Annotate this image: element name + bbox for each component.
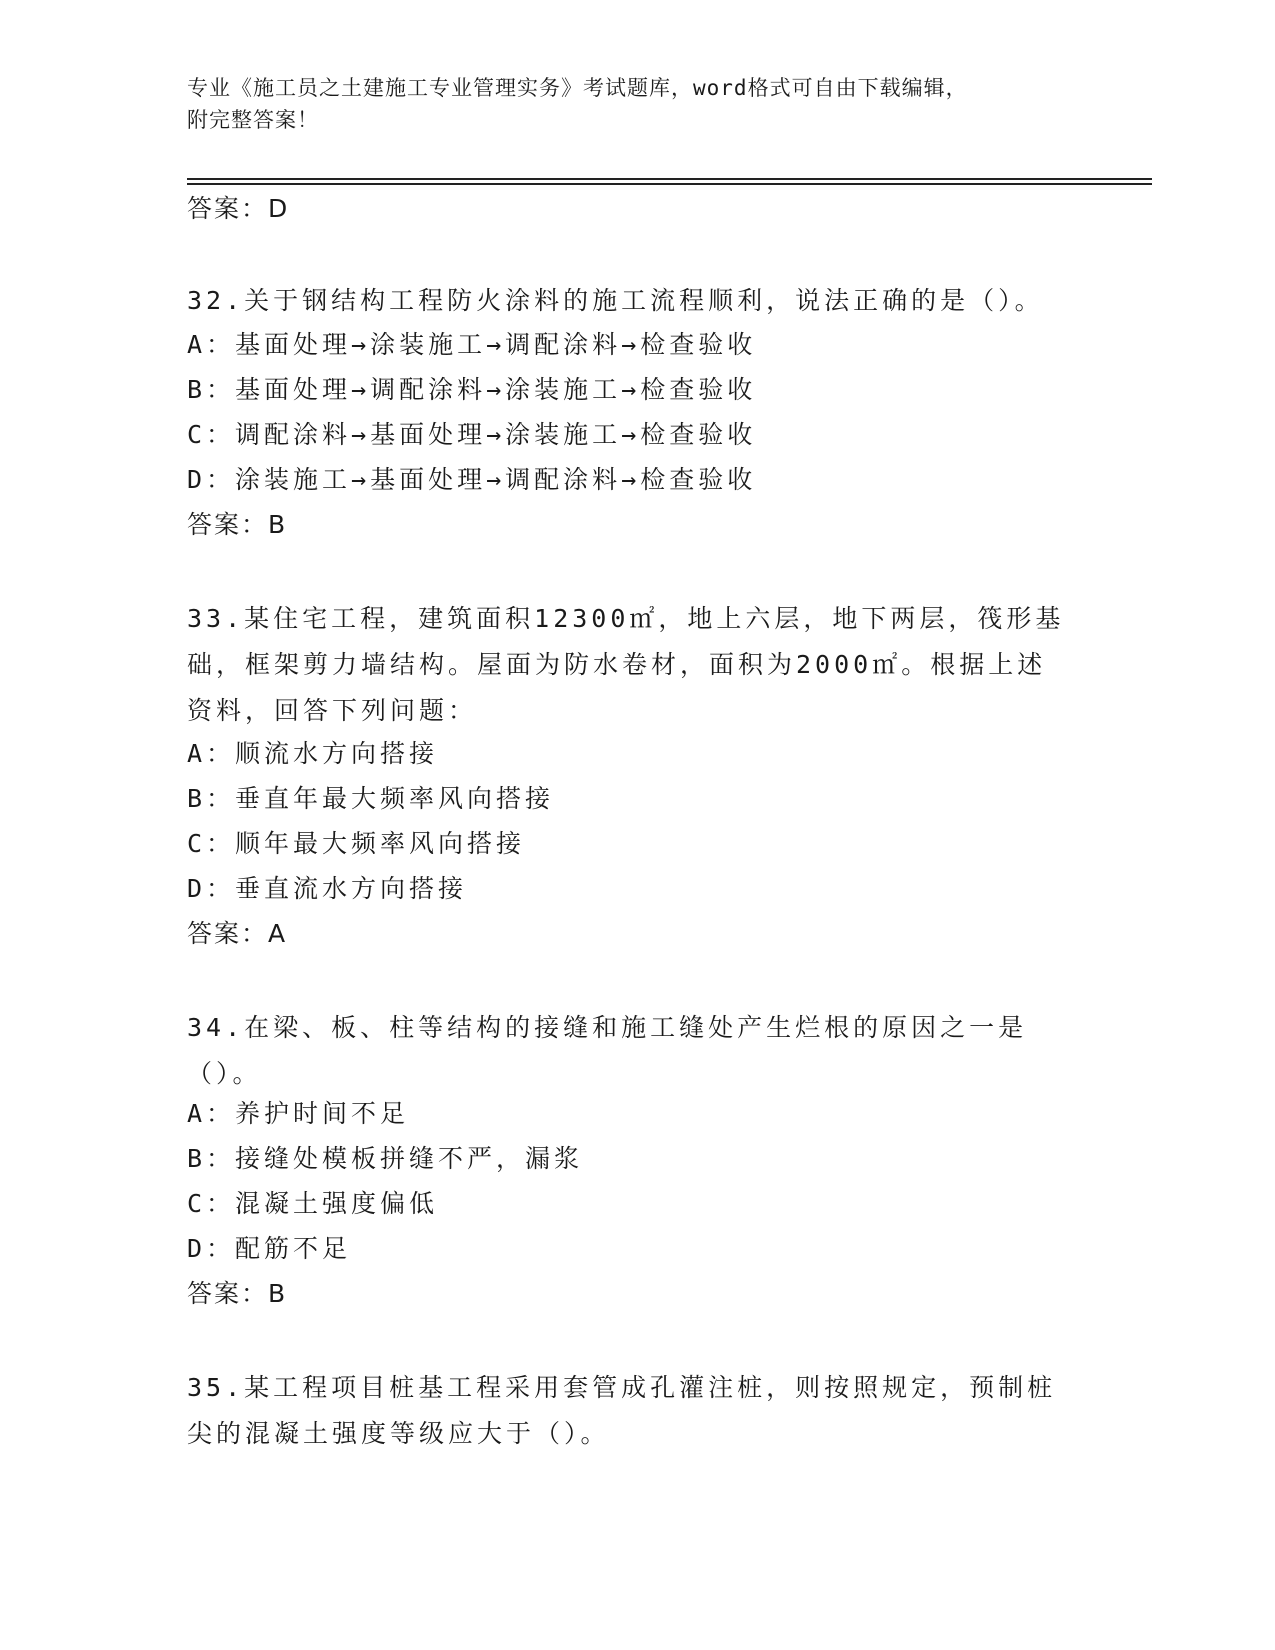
question-35-stem: 35.某工程项目桩基工程采用套管成孔灌注桩，则按照规定，预制桩尖的混凝土强度等级应大于（）。 xyxy=(187,1373,1057,1448)
header-divider-top xyxy=(187,178,1152,180)
question-32-option-b: B：基面处理→调配涂料→涂装施工→检查验收 xyxy=(187,375,757,404)
question-33-option-d: D：垂直流水方向搭接 xyxy=(187,874,468,903)
question-34-option-d: D：配筋不足 xyxy=(187,1234,352,1263)
question-33-stem: 33.某住宅工程，建筑面积12300㎡，地上六层，地下两层，筏形基础，框架剪力墙结构。屋面为防水卷材，面积为2000㎡。根据上述资料，回答下列问题： xyxy=(187,604,1065,725)
header-line-2: 附完整答案！ xyxy=(187,108,319,132)
question-33-option-b: B：垂直年最大频率风向搭接 xyxy=(187,784,555,813)
question-33-option-a: A：顺流水方向搭接 xyxy=(187,739,439,768)
question-34-option-b: B：接缝处模板拼缝不严，漏浆 xyxy=(187,1144,584,1173)
question-32-option-d: D：涂装施工→基面处理→调配涂料→检查验收 xyxy=(187,465,757,494)
question-34-answer: 答案：B xyxy=(187,1279,288,1308)
question-34-option-c: C：混凝土强度偏低 xyxy=(187,1189,439,1218)
header-divider-bottom xyxy=(187,183,1152,185)
document-header xyxy=(187,72,1067,136)
header-line-1: 专业《施工员之土建施工专业管理实务》考试题库，word格式可自由下载编辑， xyxy=(187,76,968,100)
question-32-option-a: A：基面处理→涂装施工→调配涂料→检查验收 xyxy=(187,330,757,359)
previous-answer: 答案：D xyxy=(187,194,290,223)
question-34-stem: 34.在梁、板、柱等结构的接缝和施工缝处产生烂根的原因之一是（）。 xyxy=(187,1013,1028,1088)
question-32-stem: 32.关于钢结构工程防火涂料的施工流程顺利，说法正确的是（）。 xyxy=(187,286,1044,315)
question-33-option-c: C：顺年最大频率风向搭接 xyxy=(187,829,526,858)
question-32-option-c: C：调配涂料→基面处理→涂装施工→检查验收 xyxy=(187,420,757,449)
question-32-answer: 答案：B xyxy=(187,510,288,539)
question-33-answer: 答案：A xyxy=(187,919,288,948)
question-34-option-a: A：养护时间不足 xyxy=(187,1099,410,1128)
